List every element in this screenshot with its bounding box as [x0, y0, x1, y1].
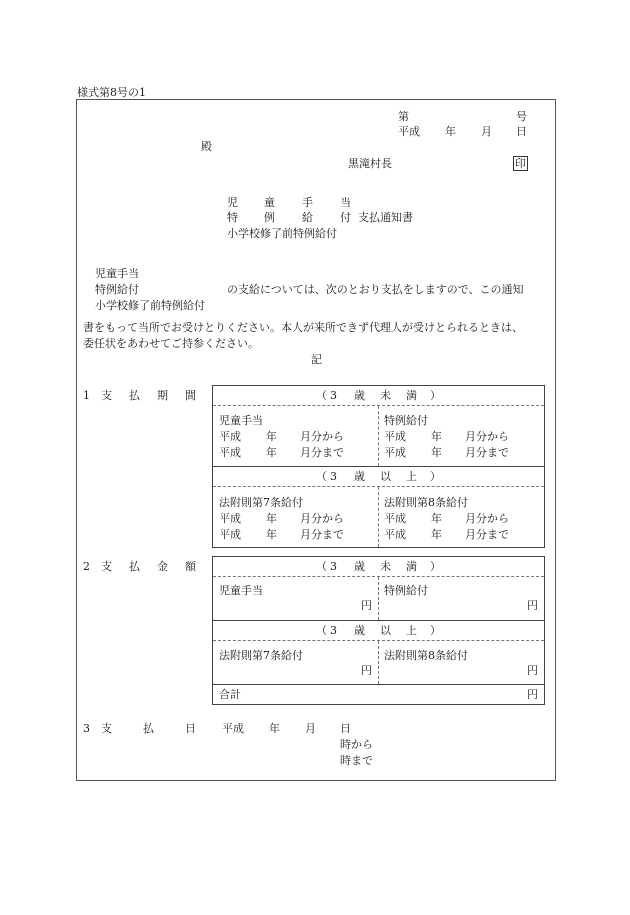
number-prefix: 第	[398, 110, 409, 123]
s3-date-era: 平成	[222, 722, 244, 735]
amount-under3-c3: 満	[406, 560, 417, 573]
seal-mark: 印	[515, 157, 526, 170]
amount-over3-n: 3	[330, 624, 337, 637]
title-line1-4: 当	[340, 196, 351, 209]
period-over3-p2: ）	[430, 470, 441, 483]
period-over3-c3: 上	[406, 470, 417, 483]
period-cell1-to-era: 平成	[219, 446, 241, 459]
amount-vdivider-2	[378, 641, 379, 684]
period-cell2-from-era: 平成	[384, 430, 406, 443]
period-cell2-to-month: 月分まで	[465, 446, 509, 459]
s2-label-num: 2	[83, 560, 90, 573]
period-cell2-from-year: 年	[431, 430, 442, 443]
period-vdivider-1	[378, 406, 379, 466]
date-year: 年	[445, 125, 456, 138]
period-vdivider-2	[378, 487, 379, 547]
amount-cell4-unit: 円	[527, 664, 538, 677]
s1-label-c2: 払	[129, 389, 140, 402]
s2-label-c4: 額	[185, 560, 196, 573]
period-cell4-from-year: 年	[431, 512, 442, 525]
amount-cell4-title: 法附則第8条給付	[384, 649, 468, 662]
title-line2-4: 付	[340, 211, 351, 224]
date-month: 月	[481, 125, 492, 138]
period-cell4-to-year: 年	[431, 528, 442, 541]
amount-cell3-title: 法附則第7条給付	[219, 649, 303, 662]
period-under3-p1: （	[316, 389, 327, 402]
period-cell1-from-month: 月分から	[300, 430, 344, 443]
period-cell4-title: 法附則第8条給付	[384, 496, 468, 509]
amount-under3-p2: ）	[430, 560, 441, 573]
amount-over3-c3: 上	[406, 624, 417, 637]
amount-cell3-unit: 円	[361, 664, 372, 677]
s2-label-c1: 支	[101, 560, 112, 573]
date-day: 日	[516, 125, 527, 138]
period-under3-c3: 満	[406, 389, 417, 402]
amount-cell1-title: 児童手当	[219, 584, 263, 597]
number-suffix: 号	[516, 110, 527, 123]
period-cell4-to-month: 月分まで	[465, 528, 509, 541]
period-over3-c1: 歳	[354, 470, 365, 483]
body-sentence-2: 書をもって当所でお受けとりください。本人が来所できず代理人が受けとられるときは、	[83, 321, 523, 334]
s1-label-c4: 間	[185, 389, 196, 402]
title-line2-2: 例	[264, 211, 275, 224]
amount-total-label: 合計	[219, 688, 241, 701]
amount-cell2-unit: 円	[527, 599, 538, 612]
s3-date-month: 月	[305, 722, 316, 735]
period-cell1-title: 児童手当	[219, 414, 263, 427]
period-under3-p2: ）	[430, 389, 441, 402]
s3-label-c1: 支	[101, 722, 112, 735]
period-cell1-to-month: 月分まで	[300, 446, 344, 459]
amount-over3-p2: ）	[430, 624, 441, 637]
form-number: 様式第8号の1	[77, 86, 146, 99]
body-option-2: 特例給付	[95, 283, 139, 296]
period-cell3-from-year: 年	[266, 512, 277, 525]
period-cell1-from-year: 年	[266, 430, 277, 443]
period-under3-n: 3	[330, 389, 337, 402]
period-under3-c1: 歳	[354, 389, 365, 402]
period-cell4-from-era: 平成	[384, 512, 406, 525]
body-sentence-1: の支給については、次のとおり支払をしますので、この通知	[227, 283, 524, 296]
title-line1-3: 手	[302, 196, 313, 209]
period-over3-p1: （	[316, 470, 327, 483]
amount-middle-rule	[213, 620, 544, 621]
amount-under3-n: 3	[330, 560, 337, 573]
period-cell1-from-era: 平成	[219, 430, 241, 443]
period-over3-c2: 以	[380, 470, 391, 483]
s1-label-c3: 期	[157, 389, 168, 402]
s3-date-year: 年	[269, 722, 280, 735]
amount-total-rule	[213, 684, 544, 685]
title-line1-1: 児	[227, 196, 238, 209]
period-under3-c2: 未	[380, 389, 391, 402]
s3-label-c2: 払	[143, 722, 154, 735]
period-cell3-from-era: 平成	[219, 512, 241, 525]
period-cell2-title: 特例給付	[384, 414, 428, 427]
amount-over3-c2: 以	[380, 624, 391, 637]
amount-vdivider-1	[378, 577, 379, 620]
period-over3-n: 3	[330, 470, 337, 483]
period-cell4-from-month: 月分から	[465, 512, 509, 525]
amount-cell2-title: 特例給付	[384, 584, 428, 597]
amount-total-unit: 円	[527, 688, 538, 701]
s1-label-num: 1	[83, 389, 90, 402]
period-cell3-to-month: 月分まで	[300, 528, 344, 541]
body-option-3: 小学校修了前特例給付	[95, 299, 205, 312]
amount-cell1-unit: 円	[361, 599, 372, 612]
period-cell3-to-era: 平成	[219, 528, 241, 541]
period-cell3-from-month: 月分から	[300, 512, 344, 525]
title-suffix: 支払通知書	[358, 211, 413, 224]
body-option-1: 児童手当	[95, 267, 139, 280]
s3-time-to: 時まで	[340, 754, 373, 767]
period-cell4-to-era: 平成	[384, 528, 406, 541]
period-cell1-to-year: 年	[266, 446, 277, 459]
period-cell3-title: 法附則第7条給付	[219, 496, 303, 509]
title-line1-2: 童	[264, 196, 275, 209]
addressee-suffix: 殿	[201, 140, 212, 153]
s3-date-day: 日	[340, 722, 351, 735]
amount-over3-c1: 歳	[354, 624, 365, 637]
ki-heading: 記	[311, 353, 322, 366]
s3-label-c3: 日	[185, 722, 196, 735]
title-line2-1: 特	[227, 211, 238, 224]
s3-label-num: 3	[83, 722, 90, 735]
amount-under3-p1: （	[316, 560, 327, 573]
amount-under3-c2: 未	[380, 560, 391, 573]
period-middle-rule	[213, 466, 544, 467]
s2-label-c2: 払	[129, 560, 140, 573]
s1-label-c1: 支	[101, 389, 112, 402]
s2-label-c3: 金	[157, 560, 168, 573]
s3-time-from: 時から	[340, 738, 373, 751]
amount-over3-p1: （	[316, 624, 327, 637]
amount-under3-c1: 歳	[354, 560, 365, 573]
body-sentence-3: 委任状をあわせてご持参ください。	[83, 337, 259, 350]
title-line3: 小学校修了前特例給付	[227, 227, 337, 240]
issuer-name: 黒滝村長	[348, 157, 392, 170]
title-line2-3: 給	[302, 211, 313, 224]
period-cell2-to-year: 年	[431, 446, 442, 459]
period-cell2-to-era: 平成	[384, 446, 406, 459]
date-era: 平成	[398, 125, 420, 138]
period-cell3-to-year: 年	[266, 528, 277, 541]
period-cell2-from-month: 月分から	[465, 430, 509, 443]
